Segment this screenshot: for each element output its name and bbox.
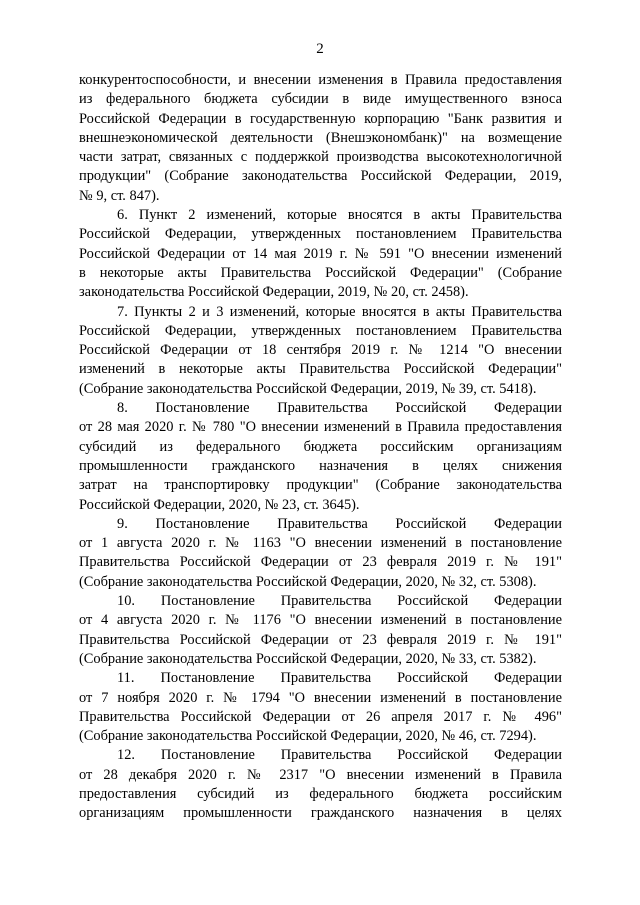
text-line: затрат на транспортировку продукции" (Собрание законодательства xyxy=(79,477,562,494)
text-line: № 9, ст. 847). xyxy=(79,187,160,204)
text-line: от 7 ноября 2020 г. № 1794 "О внесении изменений в постановление xyxy=(79,689,562,706)
text-line: организациям промышленности гражданского назначения в целях xyxy=(79,805,562,822)
text-line: от 4 августа 2020 г. № 1176 "О внесении изменений в постановление xyxy=(79,612,562,629)
text-line: от 1 августа 2020 г. № 1163 "О внесении изменений в постановление xyxy=(79,535,562,552)
text-line: Российской Федерации от 18 сентября 2019 г. № 1214 "О внесении xyxy=(79,342,562,359)
text-line: (Собрание законодательства Российской Федерации, 2020, № 33, ст. 5382). xyxy=(79,650,537,667)
text-line: промышленности гражданского назначения в целях снижения xyxy=(79,457,562,474)
text-line: 10. Постановление Правительства Российской Федерации xyxy=(117,593,562,610)
text-line: 7. Пункты 2 и 3 изменений, которые вносятся в акты Правительства xyxy=(117,303,562,320)
text-line: 12. Постановление Правительства Российской Федерации xyxy=(117,747,562,764)
text-line: от 28 декабря 2020 г. № 2317 "О внесении изменений в Правила xyxy=(79,766,562,783)
page-number: 2 xyxy=(316,41,324,57)
text-line: предоставления субсидий из федерального бюджета российским xyxy=(79,785,562,802)
text-line: Правительства Российской Федерации от 23 февраля 2019 г. № 191" xyxy=(79,631,562,648)
document-body xyxy=(79,71,562,824)
text-line: Российской Федерации в государственную корпорацию "Банк развития и xyxy=(79,110,562,127)
text-line: от 28 мая 2020 г. № 780 "О внесении изменений в Правила предоставления xyxy=(79,419,562,436)
text-line: (Собрание законодательства Российской Федерации, 2019, № 39, ст. 5418). xyxy=(79,380,537,397)
text-line: части затрат, связанных с поддержкой производства высокотехнологичной xyxy=(79,149,562,166)
text-line: из федерального бюджета субсидии в виде имущественного взноса xyxy=(79,91,562,108)
text-line: 9. Постановление Правительства Российской Федерации xyxy=(117,515,562,532)
text-line: в некоторые акты Правительства Российской Федерации" (Собрание xyxy=(79,264,562,281)
text-line: конкурентоспособности, и внесении изменения в Правила предоставления xyxy=(79,72,562,88)
text-line: Российской Федерации от 14 мая 2019 г. № 591 "О внесении изменений xyxy=(79,245,562,262)
text-line: Правительства Российской Федерации от 23 февраля 2019 г. № 191" xyxy=(79,554,562,571)
text-line: 6. Пункт 2 изменений, которые вносятся в акты Правительства xyxy=(117,207,562,224)
text-line: Российской Федерации, 2020, № 23, ст. 3645). xyxy=(79,496,360,513)
text-line: Российской Федерации, утвержденных постановлением Правительства xyxy=(79,226,562,243)
text-line: изменений в некоторые акты Правительства Российской Федерации" xyxy=(79,361,562,378)
text-line: внешнеэкономической деятельности (Внешэкономбанк)" на возмещение xyxy=(79,129,562,146)
text-line: Российской Федерации, утвержденных постановлением Правительства xyxy=(79,322,562,339)
text-line: 8. Постановление Правительства Российской Федерации xyxy=(117,400,562,417)
text-line: продукции" (Собрание законодательства Российской Федерации, 2019, xyxy=(79,168,562,185)
text-line: Правительства Российской Федерации от 26 апреля 2017 г. № 496" xyxy=(79,708,562,725)
text-line: субсидий из федерального бюджета российским организациям xyxy=(79,438,562,455)
text-line: законодательства Российской Федерации, 2019, № 20, ст. 2458). xyxy=(79,284,469,301)
text-line: (Собрание законодательства Российской Федерации, 2020, № 32, ст. 5308). xyxy=(79,573,537,590)
text-line: (Собрание законодательства Российской Федерации, 2020, № 46, ст. 7294). xyxy=(79,728,537,745)
text-line: 11. Постановление Правительства Российской Федерации xyxy=(117,670,562,687)
